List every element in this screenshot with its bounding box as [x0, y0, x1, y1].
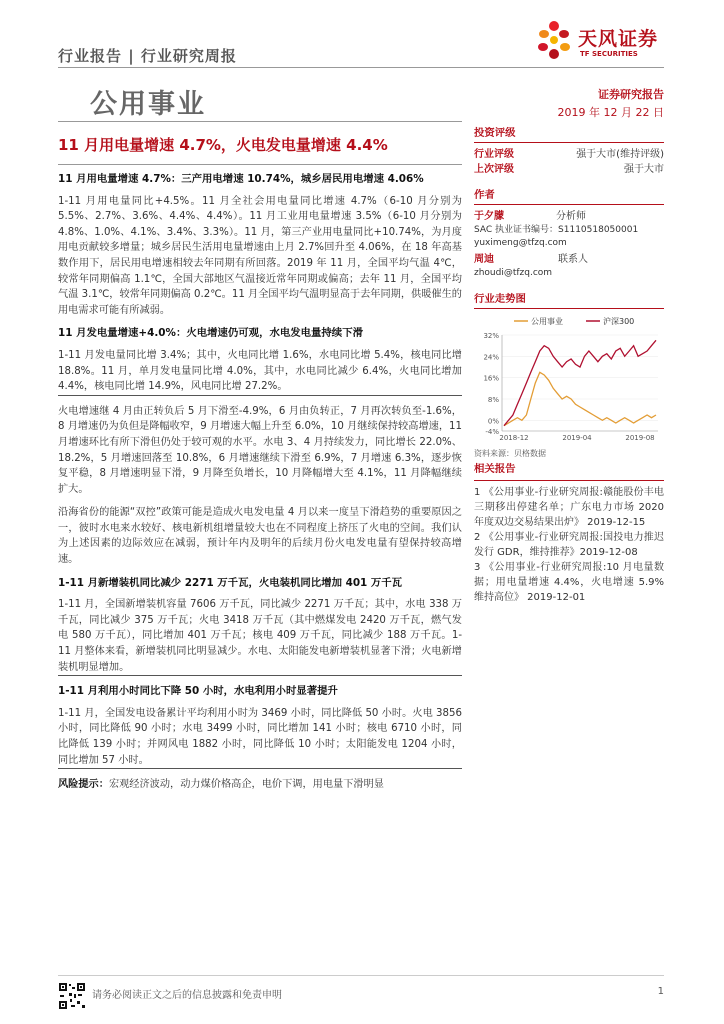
title-divider	[58, 164, 462, 165]
trend-chart	[474, 313, 664, 443]
paragraph-2: 1-11 月发电量同比增 3.4%；其中，火电同比增 1.6%，水电同比增 5.4%，核电同比增 18.8%。11 月，单月发电量同比增 4.0%，其中，水电同比减少 6.4%，火电同比增加 4.4%，核电同比增 14.9%，风电同比增 27.2%。	[58, 348, 462, 396]
paragraph-4: 沿海省份的能源“双控”政策可能是造成火电发电量 4 月以来一度呈下滑趋势的重要原因之一，彼时水电来水较好、核电新机组增量较大也在不同程度上挤压了火电的空间。我们认为上述因素的边际效应在减弱，预计年内及明年的后续月份火电发电量有望保持较高增速。	[58, 507, 462, 566]
company-logo	[534, 18, 666, 70]
report-category: 行业报告 | 行业研究周报	[58, 47, 237, 65]
author-1-title: 分析师	[556, 211, 586, 222]
legend-label: 公用事业	[531, 317, 563, 326]
paragraph-5: 1-11 月，全国新增装机容量 7606 万千瓦，同比减少 2271 万千瓦；其中，水电 338 万千瓦，同比减少 375 万千瓦；火电 3418 万千瓦（其中燃煤发电 2420 万千瓦，燃气发电 580 万千瓦），同比增加 401 万千瓦；核电 409 万千瓦，同比减少 188 万千瓦。1-11 月整体来看，新增装机同比明显减少。水电、太阳能发电新增装机显著下滑；火电新增装机明显增加。	[58, 597, 462, 676]
y-tick-label: 32%	[483, 332, 499, 340]
related-report-2[interactable]: 2 《公用事业-行业研究周报:国投电力推迟发行 GDR，维持推荐》2019-12-08	[474, 532, 664, 558]
sector-divider	[58, 121, 462, 122]
author-2-name: 周迪	[474, 254, 494, 265]
report-date: 2019 年 12 月 22 日	[557, 106, 664, 119]
logo-english-name: TF SECURITIES	[580, 50, 638, 58]
rating-label: 行业评级	[474, 149, 514, 160]
author-1-email[interactable]: yuximeng@tfzq.com	[474, 238, 567, 248]
logo-chinese-name: 天风证券	[578, 28, 659, 50]
legend-label: 沪深300	[603, 317, 635, 326]
author-1-row	[474, 209, 664, 224]
x-tick-label: 2019-04	[562, 434, 592, 442]
related-heading: 相关报告	[474, 462, 664, 481]
main-content	[58, 172, 462, 801]
section-heading-4: 1-11 月利用小时同比下降 50 小时，水电利用小时显著提升	[58, 685, 338, 698]
paragraph-1: 1-11 月用电量同比+4.5%。11 月全社会用电量同比增速 4.7%（6-10 月分别为 5.5%、2.7%、3.6%、4.4%、4.4%）。11 月工业用电量增速 3.5%（6-10 月分别为 4.8%、1.0%、4.1%、3.4%、3.3%）。11 月，第三产业用电量同比+10.74%，为月度用电贡献较多增量；城乡居民生活用电量增速由上月 2.7%回升至 4.06%，在 18 年高基数作用下，居民用电增速相较去年同期有所回落。2019 年 11 月，全国平均气温 4℃，较常年同期偏高 1.1℃，全国大部地区气温接近常年同期或偏高；去年 11 月，全国平均气温 3.1℃，较常年同期偏高 0.2℃。11 月全国平均气温明显高于去年同期，供暖催生的用电需求可能有所减弱。	[58, 195, 462, 316]
y-tick-label: 16%	[483, 374, 499, 383]
rating-panel	[474, 124, 664, 177]
rating-row-previous	[474, 162, 664, 177]
risk-warning	[58, 777, 462, 793]
risk-label: 风险提示：	[58, 779, 109, 791]
flower-logo-icon	[534, 18, 574, 62]
section-heading-3: 1-11 月新增装机同比减少 2271 万千瓦，火电装机同比增加 401 万千瓦	[58, 576, 403, 589]
y-tick-label: 0%	[487, 417, 499, 426]
author-2-row	[474, 252, 664, 267]
qr-code-icon	[58, 982, 86, 1010]
author-1-sac: SAC 执业证书编号：S1110518050001	[474, 225, 639, 235]
y-tick-label: 8%	[487, 396, 499, 404]
authors-heading: 作者	[474, 186, 664, 205]
author-1-name: 于夕朦	[474, 211, 504, 222]
related-report-1[interactable]: 1 《公用事业-行业研究周报:赣能股份丰电三期移出停建名单；广东电力市场 2020 年度双边交易结果出炉》 2019-12-15	[474, 487, 664, 528]
rating-heading: 投资评级	[474, 124, 664, 143]
x-tick-label: 2019-08	[625, 434, 655, 442]
previous-rating-label: 上次评级	[474, 164, 514, 175]
trend-heading: 行业走势图	[474, 290, 664, 309]
chart-source: 资料来源：贝格数据	[474, 449, 546, 458]
report-title: 11 月用电量增速 4.7%，火电发电量增速 4.4%	[58, 136, 388, 154]
related-report-3[interactable]: 3 《公用事业-行业研究周报:10 月电量数据；用电量增速 4.4%，火电增速 5.9% 维持高位》 2019-12-01	[474, 562, 664, 603]
footer-divider	[58, 975, 664, 976]
sector-name: 公用事业	[90, 89, 206, 120]
risk-text: 宏观经济波动，动力煤价格高企，电价下调，用电量下滑明显	[108, 779, 384, 791]
trend-panel	[474, 290, 664, 459]
related-reports-panel	[474, 462, 664, 605]
previous-rating-value: 强于大市	[624, 164, 664, 175]
section-heading-2: 11 月发电量增速+4.0%：火电增速仍可观，水电发电量持续下滑	[58, 327, 363, 340]
paragraph-3: 火电增速继 4 月由正转负后 5 月下滑至-4.9%，6 月由负转正，7 月再次转负至-1.6%，8 月增速仍为负但是降幅收窄，9 月增速大幅上升至 6.0%，10 月继续保持较高增速，11 月增速环比有所下滑但仍处于较可观的水平。水电 3、4 月持续发力，同比增长 22.0%、18.2%，5 月增速回落至 10.8%，6 月增速继续下滑至 6.9%，7 月增速 6.3%，逐步恢复平稳，8 月增速明显下滑，9 月降至负增长，10 月降幅增大至 4.1%，11 月降幅继续扩大。	[58, 405, 462, 495]
authors-panel	[474, 186, 664, 280]
paragraph-6: 1-11 月，全国发电设备累计平均利用小时为 3469 小时，同比降低 50 小时。火电 3856 小时，同比降低 90 小时；水电 3499 小时，同比增加 141 小时；核电 6710 小时，同比降低 139 小时；并网风电 1882 小时，同比降低 10 小时；太阳能发电 1204 小时，同比增加 57 小时。	[58, 706, 462, 769]
footer-disclaimer[interactable]: 请务必阅读正文之后的信息披露和免责申明	[92, 990, 282, 1001]
rating-row-current	[474, 147, 664, 162]
report-type: 证券研究报告	[598, 88, 664, 101]
author-2-email[interactable]: zhoudi@tfzq.com	[474, 268, 553, 278]
author-2-title: 联系人	[558, 254, 588, 265]
y-tick-label: 24%	[483, 353, 499, 362]
page-number: 1	[657, 986, 664, 997]
rating-value: 强于大市(维持评级)	[576, 149, 664, 160]
x-tick-label: 2018-12	[499, 434, 529, 442]
y-tick-label: -4%	[485, 428, 499, 436]
section-heading-1: 11 月用电量增速 4.7%：三产用电增速 10.74%，城乡居民用电增速 4.06%	[58, 173, 424, 185]
